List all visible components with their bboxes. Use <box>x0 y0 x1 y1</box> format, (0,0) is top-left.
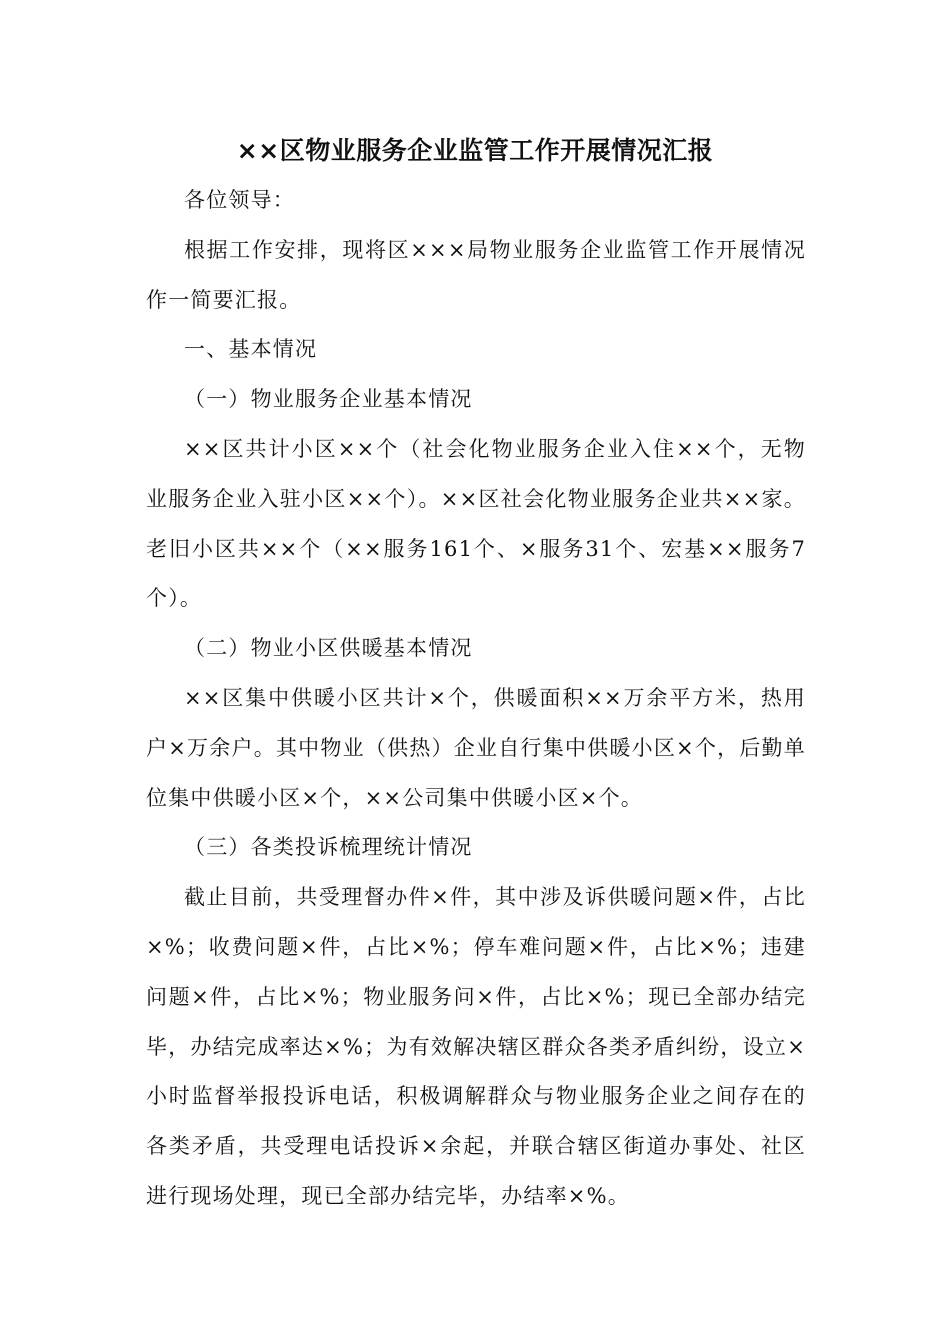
intro-paragraph: 根据工作安排，现将区×××局物业服务企业监管工作开展情况作一简要汇报。 <box>146 237 806 312</box>
document-title: ××区物业服务企业监管工作开展情况汇报 <box>236 136 714 165</box>
paragraph-complaints: 截止目前，共受理督办件×件，其中涉及诉供暖问题×件，占比×%；收费问题×件，占比×%；停车难问题×件，占比×%；违建问题×件，占比×%；物业服务问×件，占比×%；现已全部办结完毕，办结完成率达×%；为有效解决辖区群众各类矛盾纠纷，设立×小时监督举报投诉电话，积极调解群众与物业服务企业之间存在的各类矛盾，共受理电话投诉×余起，并联合辖区街道办事处、社区进行现场处理，现已全部办结完毕，办结率×%。 <box>146 885 806 1208</box>
document-body <box>146 176 806 1222</box>
paragraph-enterprises: ××区共计小区××个（社会化物业服务企业入住××个，无物业服务企业入驻小区××个）。××区社会化物业服务企业共××家。老旧小区共××个（××服务161个、×服务31个、宏基××服务7个）。 <box>146 436 806 611</box>
paragraph-heating: ××区集中供暖小区共计×个，供暖面积××万余平方米，热用户×万余户。其中物业（供热）企业自行集中供暖小区×个，后勤单位集中供暖小区×个，××公司集中供暖小区×个。 <box>146 685 806 810</box>
subsection-heading-enterprises: （一）物业服务企业基本情况 <box>184 387 473 412</box>
section-heading-basic: 一、基本情况 <box>184 337 318 362</box>
greeting: 各位领导： <box>184 188 295 212</box>
subsection-heading-complaints: （三）各类投诉梳理统计情况 <box>184 835 473 860</box>
subsection-heading-heating: （二）物业小区供暖基本情况 <box>184 636 473 661</box>
